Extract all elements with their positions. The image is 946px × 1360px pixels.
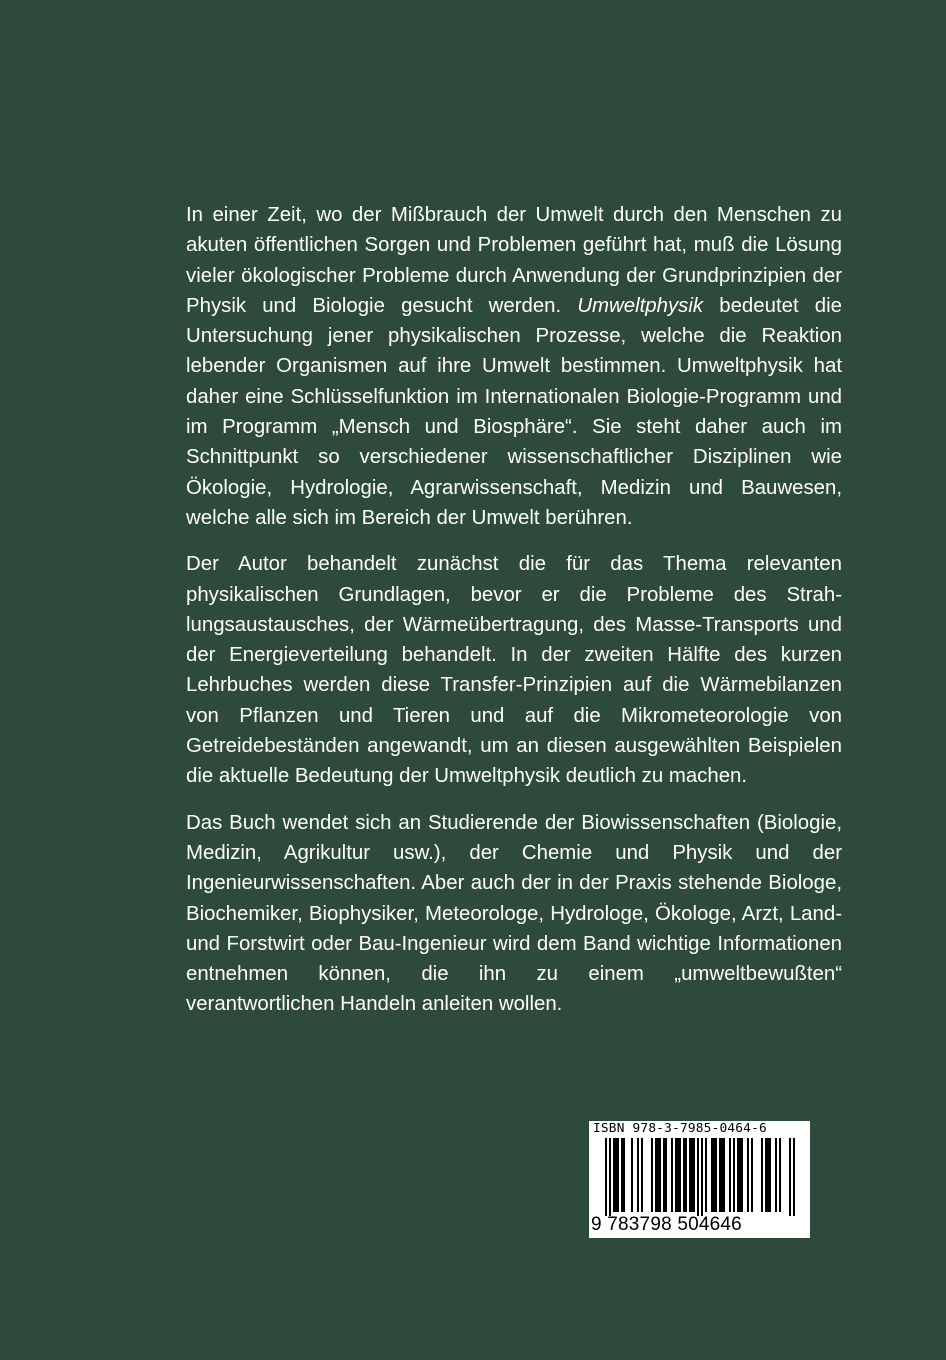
barcode-bar <box>747 1138 749 1212</box>
barcode-bar <box>775 1138 777 1212</box>
barcode-guard-bar <box>605 1138 607 1216</box>
barcode-guard-bar <box>789 1138 791 1216</box>
barcode-bar <box>613 1138 615 1212</box>
ean-digits: 9 783798 504646 <box>591 1214 742 1235</box>
barcode-guard-bar <box>609 1138 611 1216</box>
barcode-bar <box>685 1138 687 1212</box>
barcode-bar <box>713 1138 715 1212</box>
barcode-bar <box>683 1138 685 1212</box>
barcode-bar <box>655 1138 657 1212</box>
blurb-text <box>186 200 842 1036</box>
blurb-paragraph-1-rest: bedeutet die Untersuchung jener physikalischen Prozesse, welche die Reaktion lebender Organismen auf ihre Umwelt bestimmen. Umweltphysik hat daher eine Schlüsselfunktion im Internationalen Biologie-Programm und im Programm „Mensch und Biosphäre“. Sie steht daher auch im Schnittpunkt so verschiedener wissenschaftlicher Disziplinen wie Ökologie, Hydrologie, Agrarwissenschaft, Medizin und Bauwesen, welche alle sich im Bereich der Umwelt berühren. <box>186 294 842 529</box>
barcode-bar <box>665 1138 667 1212</box>
barcode-bar <box>719 1138 721 1212</box>
barcode-bar <box>623 1138 625 1212</box>
barcode-bar <box>769 1138 771 1212</box>
barcode-bar <box>733 1138 735 1212</box>
barcode-bar <box>751 1138 753 1212</box>
barcode-bar <box>693 1138 695 1212</box>
barcode-bar <box>715 1138 717 1212</box>
barcode-bar <box>679 1138 681 1212</box>
barcode-bar <box>637 1138 639 1212</box>
barcode-bar <box>705 1138 707 1212</box>
barcode-bar <box>765 1138 767 1212</box>
barcode-bar <box>641 1138 643 1212</box>
isbn-barcode <box>589 1121 810 1238</box>
barcode-bar <box>767 1138 769 1212</box>
barcode-bar <box>729 1138 731 1212</box>
barcode-bar <box>689 1138 691 1212</box>
barcode-bar <box>721 1138 723 1212</box>
barcode-bar <box>779 1138 781 1212</box>
blurb-paragraph-1 <box>186 200 842 533</box>
isbn-label: ISBN 978-3-7985-0464-6 <box>593 1121 767 1136</box>
blurb-paragraph-3: Das Buch wendet sich an Studierende der Biowissenschaften (Biologie, Medizin, Agrikultur usw.), der Chemie und Physik und der Ingenieurwissenschaften. Aber auch der in der Praxis stehende Biologe, Biochemiker, Biophysiker, Meteorologe, Hydrologe, Ökologe, Arzt, Land- und Forstwirt oder Bau-Ingenieur wird dem Band wichtige Informationen entnehmen können, die ihn zu einem „umweltbewußten“ verantwortlichen Handeln anleiten wollen. <box>186 811 842 1016</box>
barcode-bar <box>659 1138 661 1212</box>
barcode-bars <box>591 1138 808 1216</box>
barcode-guard-bar <box>793 1138 795 1216</box>
umweltphysik-term: Umweltphysik <box>577 294 704 317</box>
barcode-guard-bar <box>697 1138 699 1216</box>
barcode-bar <box>621 1138 623 1212</box>
blurb-paragraph-1-lead: In einer Zeit, wo der Mißbrauch der Umwelt durch den Menschen zu akuten öffentlichen Sorgen und Problemen geführt hat, muß die Lösung vieler ökologischer Probleme durch Anwendung der Grundprinzipien der Physik und Biologie gesucht werden. <box>186 204 842 317</box>
barcode-bar <box>657 1138 659 1212</box>
barcode-bar <box>723 1138 725 1212</box>
barcode-bar <box>677 1138 679 1212</box>
barcode-bar <box>615 1138 617 1212</box>
blurb-paragraph-2: Der Autor behandelt zunächst die für das Thema relevanten physikalischen Grundlagen, bevor er die Probleme des Strahlungsaustausches, der Wärmeübertragung, des Masse-Transports und der Energieverteilung behandelt. In der zweiten Hälfte des kurzen Lehrbuches werden diese Transfer-Prinzipien auf die Wärmebilanzen von Pflanzen und Tieren und auf die Mikrometeorologie von Getreidebeständen angewandt, um an diesen ausgewählten Beispielen die aktuelle Bedeutung der Umweltphysik deutlich zu machen. <box>186 553 842 788</box>
barcode-bar <box>671 1138 673 1212</box>
barcode-bar <box>761 1138 763 1212</box>
barcode-bar <box>663 1138 665 1212</box>
barcode-bar <box>737 1138 739 1212</box>
barcode-bar <box>631 1138 633 1212</box>
barcode-bar <box>711 1138 713 1212</box>
barcode-bar <box>675 1138 677 1212</box>
barcode-bar <box>741 1138 743 1212</box>
barcode-bar <box>651 1138 653 1212</box>
barcode-bar <box>739 1138 741 1212</box>
barcode-guard-bar <box>701 1138 703 1216</box>
barcode-bar <box>691 1138 693 1212</box>
barcode-bar <box>617 1138 619 1212</box>
